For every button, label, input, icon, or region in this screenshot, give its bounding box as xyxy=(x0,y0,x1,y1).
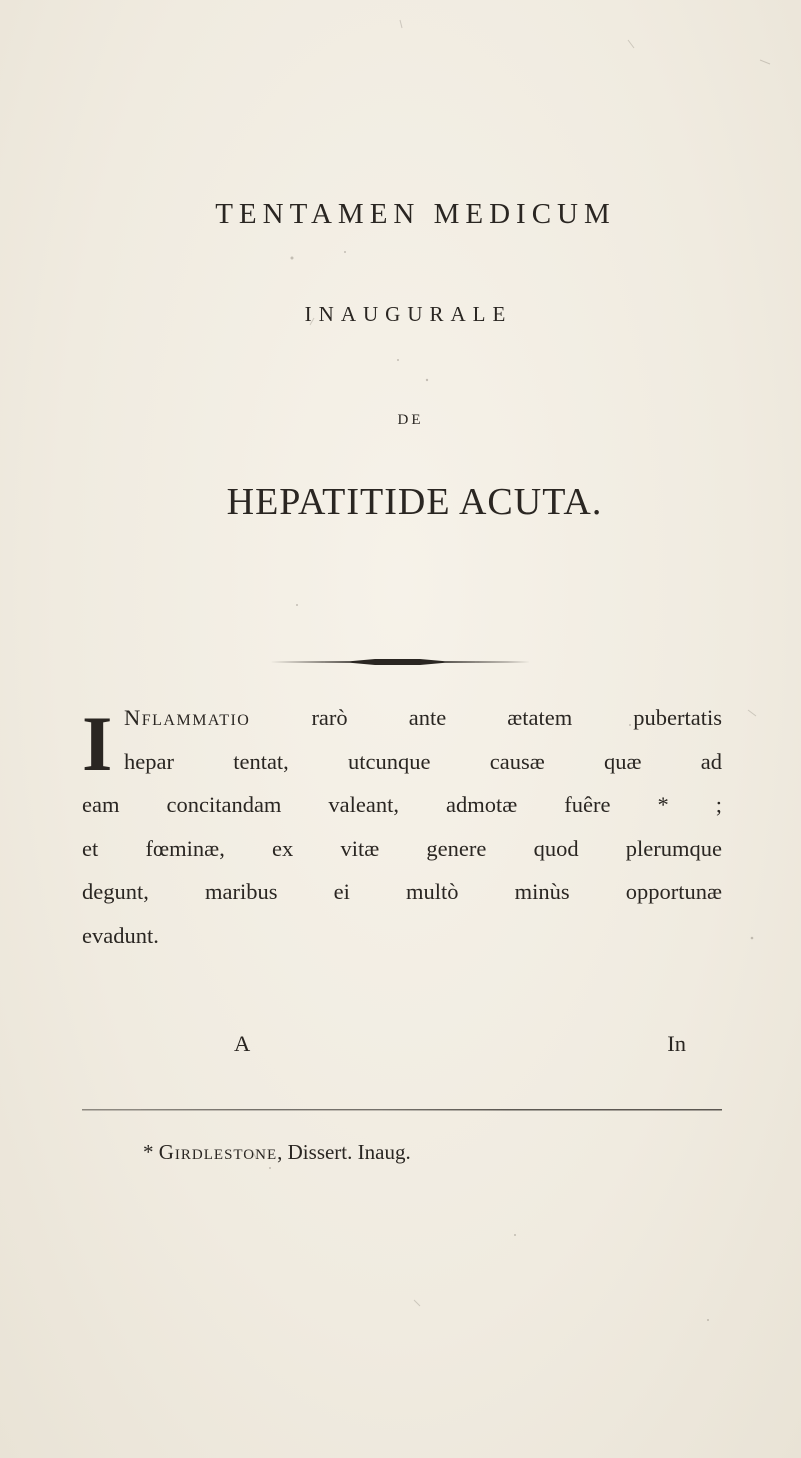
ornamental-rule xyxy=(270,658,530,666)
footnote-author: Girdlestone xyxy=(158,1140,278,1164)
body-line-2: hepar tentat, utcunque causæ quæ ad xyxy=(124,748,722,774)
footnote-text: , Dissert. Inaug. xyxy=(277,1140,411,1164)
body-line-3: eam concitandam valeant, admotæ fuêre * ; xyxy=(82,792,722,817)
footnote-rule xyxy=(82,1108,722,1111)
title-de: DE xyxy=(397,412,424,428)
signature-mark: A xyxy=(234,1031,251,1056)
footnote xyxy=(143,1140,411,1165)
body-line-5: degunt, maribus ei multò minùs opportunæ xyxy=(82,879,722,904)
title-tentamen-medicum: TENTAMEN MEDICUM xyxy=(215,198,616,230)
body-line-6: evadunt. xyxy=(82,922,159,948)
body-line-4: et fœminæ, ex vitæ genere quod plerumque xyxy=(82,835,722,861)
body-line-1 xyxy=(82,696,722,740)
first-word-smallcaps: Nflammatio xyxy=(124,705,251,730)
title-inaugurale: INAUGURALE xyxy=(304,302,513,326)
footnote-marker: * xyxy=(143,1140,154,1164)
title-hepatitide-acuta: HEPATITIDE ACUTA. xyxy=(226,481,603,523)
body-line-1-rest: rarò ante ætatem pubertatis xyxy=(311,705,723,730)
body-paragraph xyxy=(82,696,722,957)
drop-cap: I xyxy=(82,700,113,787)
catchword: In xyxy=(667,1031,686,1056)
